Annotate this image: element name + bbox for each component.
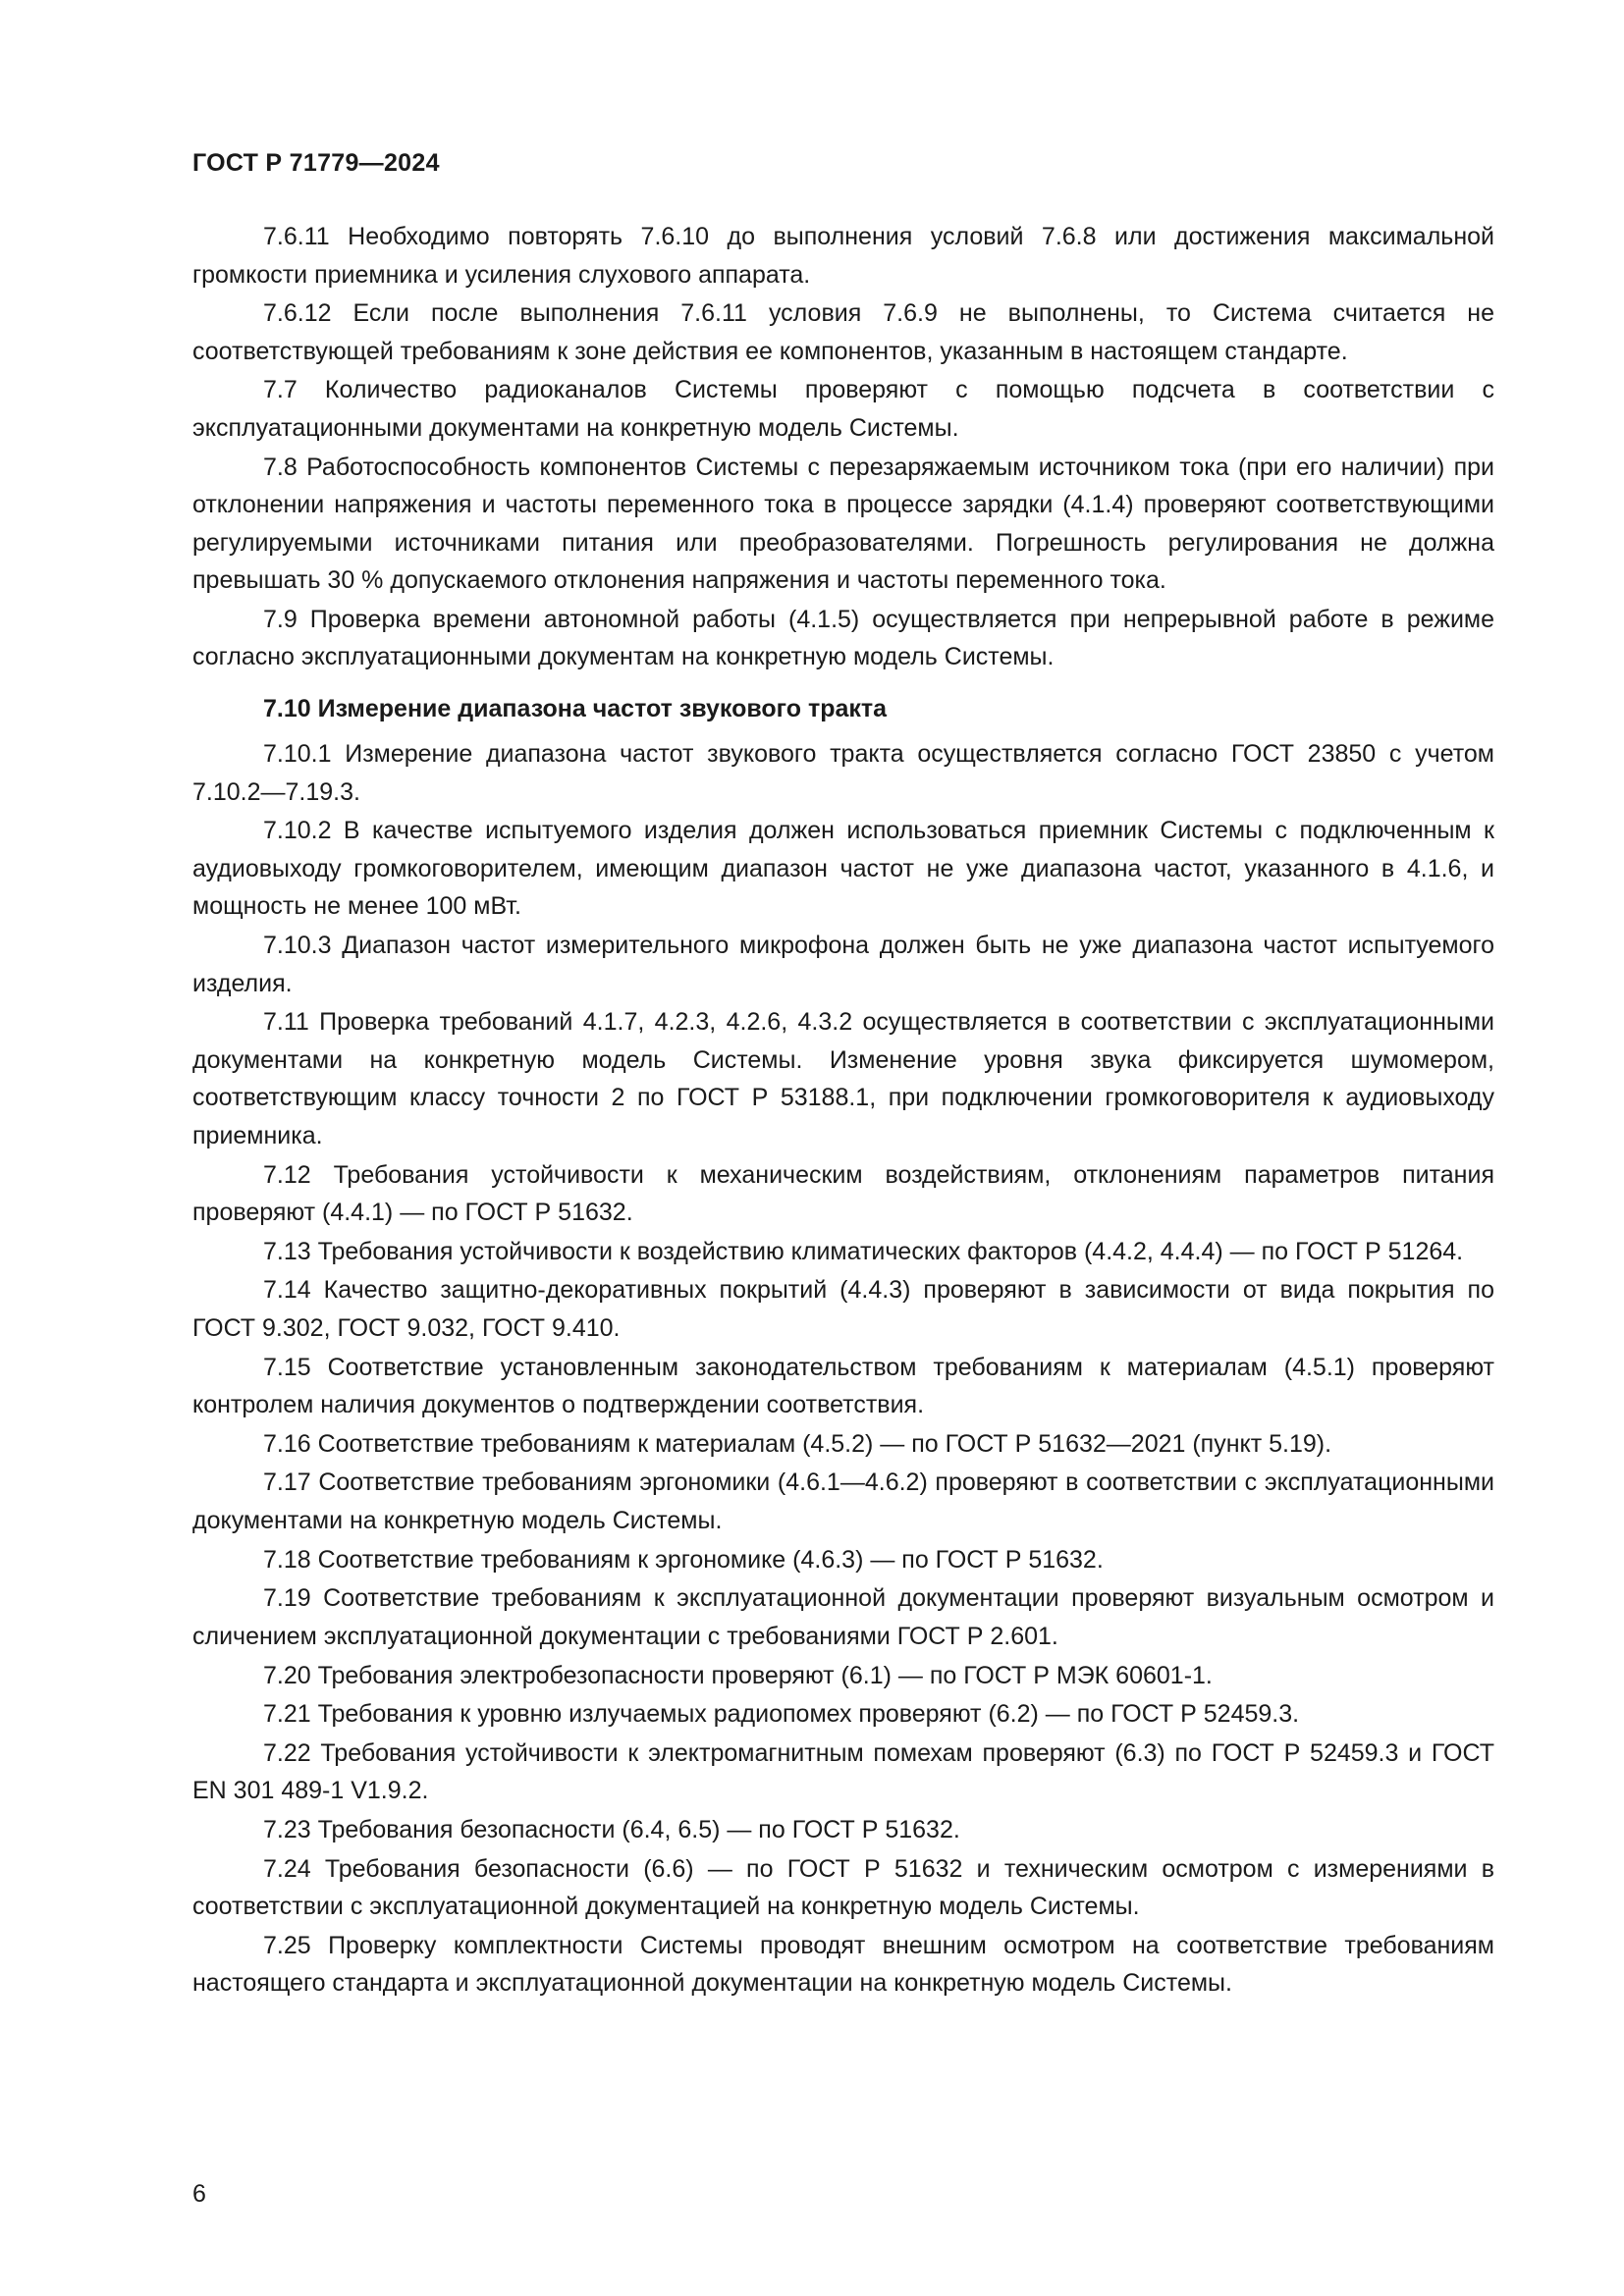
paragraph-7-11: 7.11 Проверка требований 4.1.7, 4.2.3, 4.2.6, 4.3.2 осуществляется в соответствии с эксплуатационными документами на конкретную модель Системы. Изменение уровня звука фиксируется шумомером, соответствующим классу точности 2 по ГОСТ Р 53188.1, при подключении громкоговорителя к аудиовыходу приемника.	[192, 1008, 1494, 1149]
paragraph-7-16: 7.16 Соответствие требованиям к материалам (4.5.2) — по ГОСТ Р 51632—2021 (пункт 5.19).	[263, 1429, 1332, 1458]
paragraph-7-7: 7.7 Количество радиоканалов Системы проверяют с помощью подсчета в соответствии с эксплуатационными документами на конкретную модель Системы.	[192, 376, 1494, 442]
paragraph-7-15: 7.15 Соответствие установленным законодательством требованиям к материалам (4.5.1) проверяют контролем наличия документов о подтверждении соответствия.	[192, 1353, 1494, 1419]
document-body	[192, 218, 1494, 2003]
page-number: 6	[192, 2180, 206, 2208]
paragraph-7-8: 7.8 Работоспособность компонентов Системы с перезаряжаемым источником тока (при его наличии) при отклонении напряжения и частоты переменного тока в процессе зарядки (4.1.4) проверяют соответствующими регулируемыми источниками питания или преобразователями. Погрешность регулирования не должна превышать 30 % допускаемого отклонения напряжения и частоты переменного тока.	[192, 453, 1494, 595]
paragraph-7-23: 7.23 Требования безопасности (6.4, 6.5) — по ГОСТ Р 51632.	[263, 1816, 960, 1844]
paragraph-7-19: 7.19 Соответствие требованиям к эксплуатационной документации проверяют визуальным осмотром и сличением эксплуатационной документации с требованиями ГОСТ Р 2.601.	[192, 1584, 1494, 1650]
paragraph-7-25: 7.25 Проверку комплектности Системы проводят внешним осмотром на соответствие требованиям настоящего стандарта и эксплуатационной документации на конкретную модель Системы.	[192, 1931, 1494, 1998]
paragraph-7-20: 7.20 Требования электробезопасности проверяют (6.1) — по ГОСТ Р МЭК 60601-1.	[263, 1661, 1213, 1689]
paragraph-7-10-2: 7.10.2 В качестве испытуемого изделия должен использоваться приемник Системы с подключенным к аудиовыходу громкоговорителем, имеющим диапазон частот не уже диапазона частот, указанного в 4.1.6, и мощность не менее 100 мВт.	[192, 817, 1494, 921]
paragraph-7-18: 7.18 Соответствие требованиям к эргономике (4.6.3) — по ГОСТ Р 51632.	[263, 1545, 1104, 1574]
paragraph-7-21: 7.21 Требования к уровню излучаемых радиопомех проверяют (6.2) — по ГОСТ Р 52459.3.	[263, 1700, 1300, 1729]
section-heading-7-10: 7.10 Измерение диапазона частот звукового тракта	[263, 694, 888, 722]
paragraph-7-14: 7.14 Качество защитно-декоративных покрытий (4.4.3) проверяют в зависимости от вида покрытия по ГОСТ 9.302, ГОСТ 9.032, ГОСТ 9.410.	[192, 1276, 1494, 1342]
paragraph-7-6-12: 7.6.12 Если после выполнения 7.6.11 условия 7.6.9 не выполнены, то Система считается не соответствующей требованиям к зоне действия ее компонентов, указанным в настоящем стандарте.	[192, 299, 1494, 365]
paragraph-7-9: 7.9 Проверка времени автономной работы (4.1.5) осуществляется при непрерывной работе в режиме согласно эксплуатационными документам на конкретную модель Системы.	[192, 605, 1494, 671]
paragraph-7-13: 7.13 Требования устойчивости к воздействию климатических факторов (4.4.2, 4.4.4) — по ГОСТ Р 51264.	[263, 1237, 1464, 1265]
paragraph-7-24: 7.24 Требования безопасности (6.6) — по ГОСТ Р 51632 и техническим осмотром с измерениями в соответствии с эксплуатационной документацией на конкретную модель Системы.	[192, 1854, 1494, 1921]
document-code-header: ГОСТ Р 71779—2024	[192, 149, 440, 177]
paragraph-7-22: 7.22 Требования устойчивости к электромагнитным помехам проверяют (6.3) по ГОСТ Р 52459.3 и ГОСТ EN 301 489-1 V1.9.2.	[192, 1738, 1494, 1805]
paragraph-7-10-1: 7.10.1 Измерение диапазона частот звукового тракта осуществляется согласно ГОСТ 23850 с учетом 7.10.2—7.19.3.	[192, 740, 1494, 806]
paragraph-7-10-3: 7.10.3 Диапазон частот измерительного микрофона должен быть не уже диапазона частот испытуемого изделия.	[192, 932, 1494, 997]
paragraph-7-12: 7.12 Требования устойчивости к механическим воздействиям, отклонениям параметров питания проверяют (4.4.1) — по ГОСТ Р 51632.	[192, 1160, 1494, 1226]
paragraph-7-6-11: 7.6.11 Необходимо повторять 7.6.10 до выполнения условий 7.6.8 или достижения максимальной громкости приемника и усиления слухового аппарата.	[192, 223, 1494, 289]
paragraph-7-17: 7.17 Соответствие требованиям эргономики (4.6.1—4.6.2) проверяют в соответствии с эксплуатационными документами на конкретную модель Системы.	[192, 1468, 1494, 1534]
